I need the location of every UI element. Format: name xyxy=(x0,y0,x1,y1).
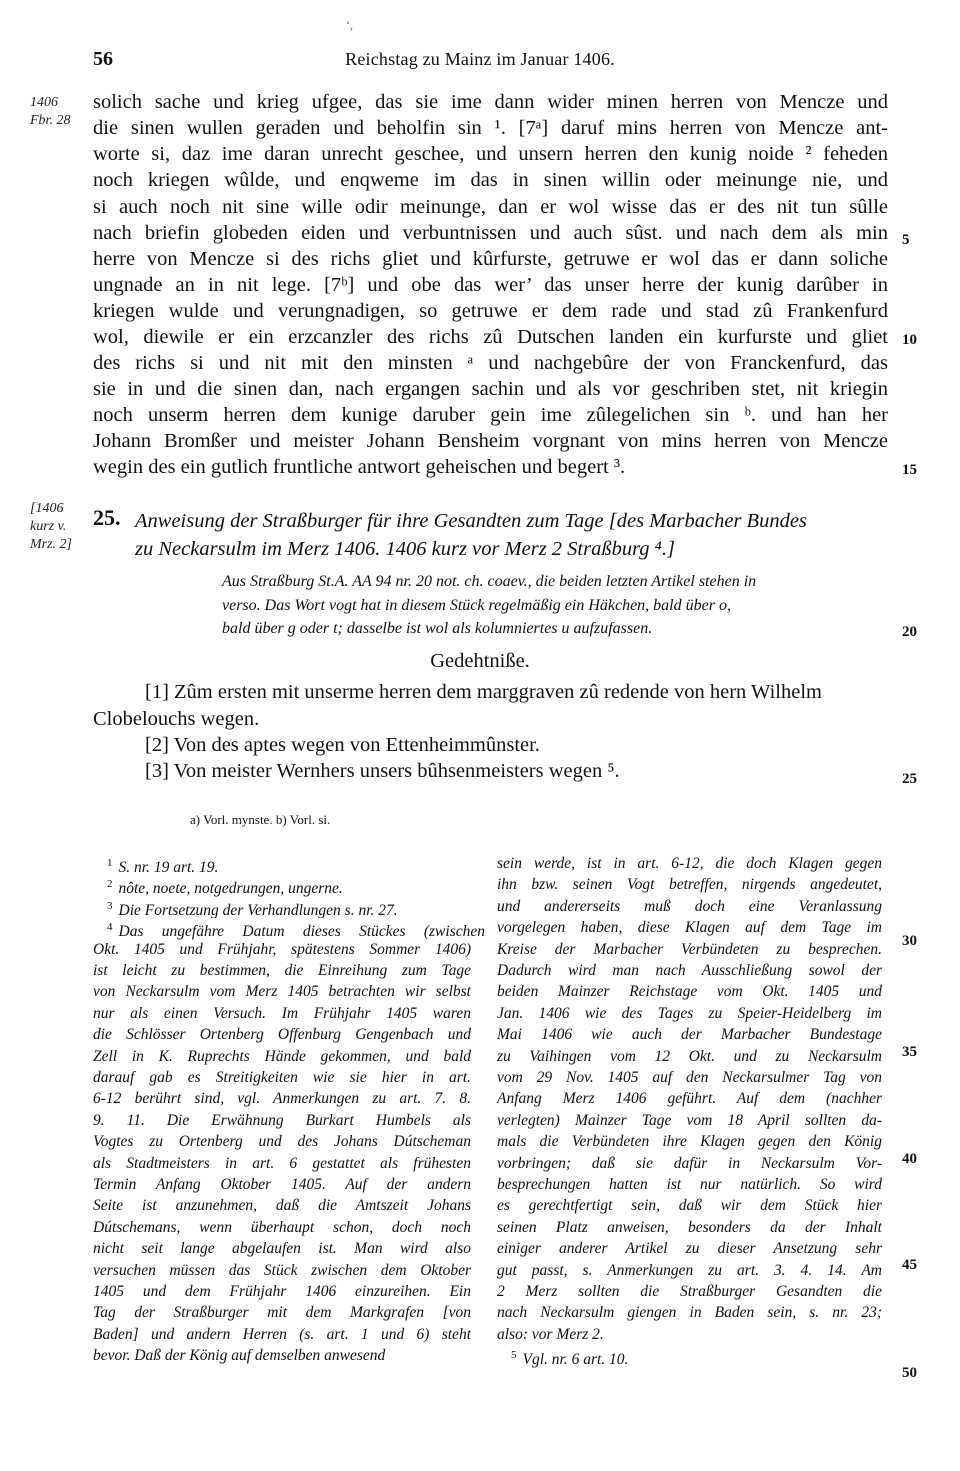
footnote-text: und andererseits muß doch eine Veranlassung xyxy=(497,897,882,915)
footnote-text: nach Neckarsulm giengen in Baden sein, s. nr. 23; xyxy=(497,1304,882,1322)
footnote-text: beiden Mainzer Reichstage vom Okt. 1405 und xyxy=(497,983,882,1001)
line-number: 45 xyxy=(902,1257,917,1273)
line-number: 30 xyxy=(902,933,917,949)
footnote-text: Vogtes zu Ortenberg und des Johans Dútscheman xyxy=(93,1133,471,1151)
footnote-line xyxy=(93,1023,471,1046)
footnote-line xyxy=(93,1066,471,1089)
footnote-text: gut passt, s. Anmerkungen zu art. 3. 4. 14. Am xyxy=(497,1261,882,1279)
footnote-line xyxy=(497,1002,882,1025)
footnote-text: vorbringen; daß sie dafür in Neckarsulm Vor- xyxy=(497,1154,882,1172)
running-head: Reichstag zu Mainz im Januar 1406. xyxy=(345,49,615,69)
text-line: noch unserm herren dem kunige daruber gein ime zûlegelichen sin ᵇ. und han her xyxy=(93,404,888,426)
text-line: ungnade an in nit lege. [7ᵇ] und obe das wer’ das unser herre der kunig darûber in xyxy=(93,274,888,296)
footnote-text: die Schlösser Ortenberg Offenburg Gengenbach und xyxy=(93,1026,471,1044)
footnote-line xyxy=(93,1173,471,1196)
footnote-line xyxy=(93,980,471,1003)
footnote-text: Die Fortsetzung der Verhandlungen s. nr. 27. xyxy=(118,901,398,919)
line-number: 20 xyxy=(902,624,917,640)
footnote-text: S. nr. 19 art. 19. xyxy=(118,859,219,876)
footnote-text: 2 Merz sollten die Straßburger Gesandten die xyxy=(497,1283,882,1300)
footnote-text: Baden] und andern Herren (s. art. 1 und 6) steht xyxy=(93,1325,471,1343)
footnote-text: Tag der Straßburger mit dem Markgrafen [von xyxy=(93,1304,471,1322)
footnote-text: einiger anderer Artikel zu dieser Ansetzung sehr xyxy=(497,1240,882,1258)
footnote-text: Das ungefähre Datum dieses Stückes (zwischen xyxy=(118,923,485,940)
footnote-line xyxy=(93,1130,471,1153)
text-line: wegin des ein gutlich fruntliche antwort geheischen und begert ³. xyxy=(93,456,626,478)
footnote-line xyxy=(93,1280,471,1303)
footnote-line xyxy=(497,1194,882,1217)
footnote-line xyxy=(497,1045,882,1068)
footnote-text: vorgelegen haben, diese Klagen auf dem Tage im xyxy=(497,919,882,937)
text-line: worte si, daz ime daran unrecht geschee, und unsern herren den kunig noide ² feheden xyxy=(93,143,888,165)
footnote-text: Jan. 1406 wie des Tages zu Speier-Heidelberg im xyxy=(497,1004,882,1022)
footnote-line xyxy=(93,1323,471,1346)
text-line: sie in und die sinen dan, nach ergangen sachin und als vor geschriben stet, nit kriegin xyxy=(93,378,888,400)
footnote-line xyxy=(93,1301,471,1324)
footnote-line xyxy=(93,895,485,918)
footnote-text: 9. 11. Die Erwähnung Burkart Humbels als xyxy=(93,1111,471,1129)
stray-mark: ‘, xyxy=(346,18,353,32)
footnote-line xyxy=(497,1066,882,1089)
footnote-line xyxy=(93,916,485,939)
item-title-line: zu Neckarsulm im Merz 1406. 1406 kurz vor Merz 2 Straßburg ⁴.] xyxy=(135,538,675,560)
article-line: [2] Von des aptes wegen von Ettenheimmûnster. xyxy=(145,734,540,756)
source-note-line: Aus Straßburg St.A. AA 94 nr. 20 not. ch. coaev., die beiden letzten Artikel stehen in xyxy=(222,573,757,590)
footnote-text: Zell in K. Ruprechts Hände gekommen, und bald xyxy=(93,1047,471,1065)
footnote-text: besprechungen hatten ist nur natürlich. So wird xyxy=(497,1176,882,1193)
footnote-line xyxy=(497,873,882,896)
footnote-text: also: vor Merz 2. xyxy=(497,1325,604,1343)
item-number: 25. xyxy=(93,505,121,530)
margin-date-line: kurz v. xyxy=(30,519,67,534)
footnote-number: 4 xyxy=(107,921,113,934)
footnote-line xyxy=(497,916,882,939)
footnote-line xyxy=(497,1237,882,1260)
footnote-line xyxy=(93,959,471,982)
footnote-line xyxy=(497,1109,882,1132)
margin-date-line: Mrz. 2] xyxy=(30,537,73,552)
line-number: 25 xyxy=(902,771,917,787)
text-line: kriegen wulde und verungnadigen, so getruwe er dem rade und stad zû Frankenfurd xyxy=(93,300,888,322)
footnote-text: vom 29 Nov. 1405 auf den Neckarsulmer Tag von xyxy=(497,1069,882,1086)
footnote-line xyxy=(497,895,882,918)
footnote-text: Mai 1406 wie auch der Marbacher Bundestage xyxy=(497,1026,882,1044)
footnote-line xyxy=(497,959,882,982)
footnote-text: von Neckarsulm vom Merz 1405 betrachten wir selbst xyxy=(93,983,471,1001)
item-title-line: Anweisung der Straßburger für ihre Gesandten zum Tage [des Marbacher Bundes xyxy=(135,510,807,532)
footnote-line xyxy=(497,1023,882,1046)
source-note-line: bald über g oder t; dasselbe ist wol als kolumniertes u aufzufassen. xyxy=(222,620,653,637)
footnote-number: 3 xyxy=(107,899,113,912)
footnote-line xyxy=(93,938,471,961)
footnote-number: 1 xyxy=(107,857,113,869)
line-number: 15 xyxy=(902,462,917,478)
footnote-line xyxy=(93,873,485,896)
margin-date-item xyxy=(30,500,72,554)
text-line: wol, diewile er ein erzcanzler des richs zû Dutschen landen ein kurfurste und gliet xyxy=(93,326,888,348)
footnote-line xyxy=(93,1237,471,1260)
footnote-line xyxy=(93,1259,471,1282)
text-line: nach briefin globeden eiden und verbuntnissen und auch sûst. und nach dem als min xyxy=(93,222,888,244)
margin-date-line: [1406 xyxy=(30,501,64,516)
footnote-text: 1405 und dem Frühjahr 1406 einzureihen. Ein xyxy=(93,1283,471,1300)
footnote-text: Vgl. nr. 6 art. 10. xyxy=(522,1351,629,1368)
footnote-line xyxy=(497,1130,882,1153)
footnote-text: versuchen müssen das Stück zwischen dem Oktober xyxy=(93,1261,471,1279)
text-line: si auch noch nit sine wille odir meinunge, dan er wol wisse das er des nit tun sûlle xyxy=(93,196,888,218)
footnote-line xyxy=(497,1152,882,1175)
footnote-text: nicht seit lange abgelaufen ist. Man wird also xyxy=(93,1240,471,1258)
line-number: 10 xyxy=(902,332,917,348)
footnote-line xyxy=(497,1216,882,1239)
article-line: [3] Von meister Wernhers unsers bûhsenmeisters wegen ⁵. xyxy=(145,760,620,782)
article-line: [1] Zûm ersten mit unserme herren dem marggraven zû redende von hern Wilhelm xyxy=(145,681,822,703)
footnote-line xyxy=(93,1216,471,1239)
footnote-text: seinen Platz anweisen, besonders da der Inhalt xyxy=(497,1218,882,1236)
source-note-line: verso. Das Wort vogt hat in diesem Stück regelmäßig ein Häkchen, bald über o, xyxy=(222,597,731,614)
footnote-line xyxy=(93,1002,471,1025)
footnote-line xyxy=(93,1344,471,1367)
text-line: des richs si und nit mit den minsten ᵃ und nachgebûre der von Franckenfurd, das xyxy=(93,352,888,374)
footnote-text: Dadurch wird man nach Ausschließung sowol der xyxy=(497,962,882,979)
line-number: 50 xyxy=(902,1365,917,1381)
footnote-text: nôte, noete, notgedrungen, ungerne. xyxy=(118,880,343,897)
footnote-text: ist leicht zu bestimmen, die Einreihung zum Tage xyxy=(93,962,471,979)
article-line: Clobelouchs wegen. xyxy=(93,708,260,730)
footnote-line xyxy=(497,1173,882,1196)
footnote-line xyxy=(497,1344,896,1367)
footnote-text: bevor. Daß der König auf demselben anwesend xyxy=(93,1347,386,1365)
footnote-line xyxy=(497,1280,882,1303)
footnote-text: als Stadtmeisters in art. 6 gestattet als frühesten xyxy=(93,1154,471,1172)
footnote-text: sein werde, ist in art. 6-12, die doch Klagen gegen xyxy=(497,855,882,872)
variant-notes: a) Vorl. mynste. b) Vorl. si. xyxy=(190,812,331,827)
footnote-text: mals die Verbündeten ihre Klagen gegen den König xyxy=(497,1133,882,1151)
text-line: herre von Mencze si des richs gliet und kûrfurste, getruwe er wol das er dann soliche xyxy=(93,248,888,270)
margin-date-top xyxy=(30,94,70,130)
footnote-text: Kreise der Marbacher Verbündeten zu besprechen. xyxy=(497,940,882,958)
footnote-text: es gerechtfertigt sein, daß wir dem Stück hier xyxy=(497,1197,882,1215)
text-line: Johann Bromßer und meister Johann Bensheim vorgnant von mins herren von Mencze xyxy=(93,430,888,452)
footnote-text: nur als einen Versuch. Im Frühjahr 1405 waren xyxy=(93,1004,471,1022)
footnote-text: Seite ist anzunehmen, daß die Amtszeit Johans xyxy=(93,1197,471,1215)
text-line: noch kriegen wûlde, und enqweme im das in sinen willin oder meinunge nie, und xyxy=(93,169,888,191)
margin-date-line: 1406 xyxy=(30,95,58,110)
footnote-text: ihn bzw. seinen Vogt betreffen, nirgends angedeutet, xyxy=(497,876,882,894)
footnote-line xyxy=(497,1259,882,1282)
footnote-text: Anfang Merz 1406 geführt. Auf dem (nachher xyxy=(497,1090,882,1108)
footnote-line xyxy=(93,1152,471,1175)
footnote-line xyxy=(497,1087,882,1110)
footnote-text: 6-12 berührt sind, vgl. Anmerkungen zu art. 7. 8. xyxy=(93,1090,471,1108)
footnote-line xyxy=(497,1323,882,1346)
footnote-text: darauf gab es Streitigkeiten wie sie hier in art. xyxy=(93,1069,471,1086)
text-line: die sinen wullen geraden und beholfin sin ¹. [7ᵃ] daruf mins herren von Mencze ant- xyxy=(93,117,888,139)
footnote-line xyxy=(93,852,485,875)
footnote-line xyxy=(497,852,882,875)
text-line: solich sache und krieg ufgee, das sie ime dann wider minen herren von Mencze und xyxy=(93,91,888,113)
footnote-text: Termin Anfang Oktober 1405. Auf der andern xyxy=(93,1176,471,1193)
footnote-line xyxy=(93,1087,471,1110)
footnote-line xyxy=(93,1109,471,1132)
footnote-text: zu Vaihingen vom 12 Okt. und zu Neckarsulm xyxy=(497,1047,882,1065)
footnote-line xyxy=(497,980,882,1003)
footnote-number: 2 xyxy=(107,878,113,891)
line-number: 35 xyxy=(902,1044,917,1060)
footnote-line xyxy=(497,938,882,961)
footnote-number: 5 xyxy=(511,1349,517,1362)
footnote-text: verlegten) Mainzer Tage vom 18 April sollten da- xyxy=(497,1111,882,1129)
line-number: 5 xyxy=(902,232,910,248)
footnote-text: Dútschemans, wenn überhaupt schon, doch noch xyxy=(93,1218,471,1236)
footnote-line xyxy=(93,1194,471,1217)
page-number: 56 xyxy=(93,48,113,70)
footnote-line xyxy=(497,1301,882,1324)
margin-date-line: Fbr. 28 xyxy=(30,113,71,128)
footnote-text: Okt. 1405 und Frühjahr, spätestens Sommer 1406) xyxy=(93,940,471,958)
section-heading: Gedehtniße. xyxy=(430,650,530,672)
footnote-line xyxy=(93,1045,471,1068)
line-number: 40 xyxy=(902,1151,917,1167)
